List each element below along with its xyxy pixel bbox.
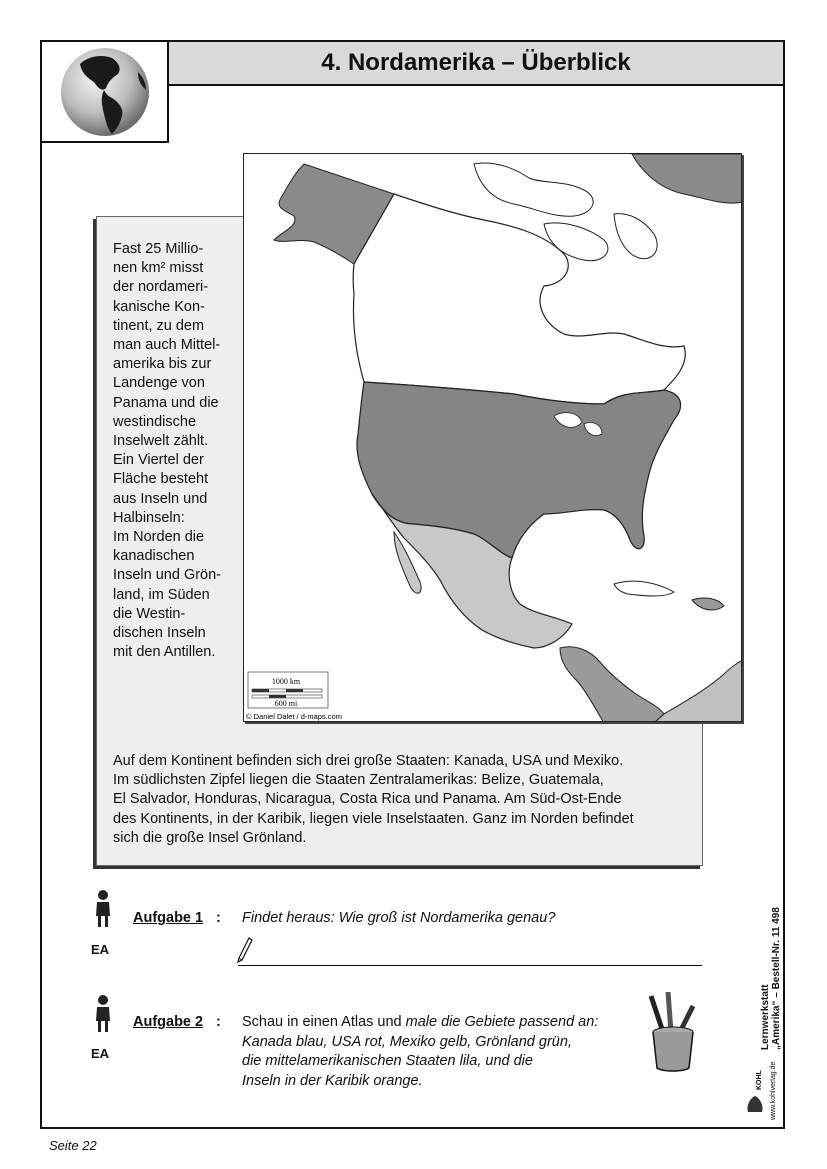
side-text-line: tinent, zu dem	[113, 317, 205, 334]
side-text-line: Inseln und Grön-	[113, 567, 222, 584]
side-text-line: Ein Viertel der	[113, 452, 204, 469]
side-text-line: kanadischen	[113, 548, 195, 565]
paragraph-line: sich die große Insel Grönland.	[113, 829, 307, 846]
person-icon	[92, 994, 114, 1034]
person-icon	[92, 889, 114, 929]
task-2-line	[242, 1072, 642, 1092]
scale-km: 1000 km	[271, 677, 301, 686]
answer-line[interactable]	[238, 965, 702, 966]
task-1-label: Aufgabe 1	[133, 910, 204, 926]
side-text-line: Inselwelt zählt.	[113, 433, 209, 450]
side-text-line: nen km² misst	[113, 260, 204, 277]
publisher-sidebar	[744, 872, 784, 1122]
side-text-line: die Westin-	[113, 605, 186, 622]
scale-mi: 600 mi	[274, 699, 298, 708]
paragraph-line: Im südlichsten Zipfel liegen die Staaten Zentralamerikas: Belize, Guatemala,	[113, 772, 604, 789]
side-text-line: mit den Antillen.	[113, 644, 216, 661]
task-2-italic: Kanada blau, USA rot, Mexiko gelb, Grönland grün,	[242, 1033, 572, 1050]
task-2-line	[242, 1013, 642, 1033]
task-1-colon: :	[216, 910, 221, 926]
paragraph-line: Auf dem Kontinent befinden sich drei große Staaten: Kanada, USA und Mexiko.	[113, 753, 624, 769]
publisher-logo: KOHL	[756, 1070, 763, 1090]
task-2-text	[242, 1013, 642, 1091]
title-bar	[169, 40, 785, 86]
pencil-icon	[236, 936, 254, 964]
side-text-line: dischen Inseln	[113, 625, 206, 642]
side-text-line: Halbinseln:	[113, 509, 185, 526]
task-2-italic: die mittelamerikanischen Staaten lila, und die	[242, 1053, 533, 1069]
task-2-line	[242, 1052, 642, 1072]
side-text-line: Fast 25 Millio-	[113, 241, 204, 257]
kohl-logo-icon	[744, 1088, 766, 1116]
page-number: Seite 22	[49, 1138, 97, 1153]
side-text-line: der nordameri-	[113, 279, 209, 296]
paragraph-line: El Salvador, Honduras, Nicaragua, Costa Rica und Panama. Am Süd-Ost-Ende	[113, 791, 622, 808]
page-title: 4. Nordamerika – Überblick	[321, 49, 631, 76]
publisher-line: Lernwerkstatt	[760, 984, 771, 1050]
side-text-line: westindische	[113, 413, 197, 430]
task-2-italic: male die Gebiete passend an:	[405, 1014, 599, 1030]
side-text-line: kanische Kon-	[113, 298, 205, 315]
task-2-colon: :	[216, 1014, 221, 1030]
task-2-normal: Schau in einen Atlas und	[242, 1014, 406, 1030]
side-text-line: aus Inseln und	[113, 490, 208, 507]
side-text-line: Panama und die	[113, 394, 219, 411]
ea-badge-1: EA	[91, 942, 110, 957]
product-line: „Amerika“ – Bestell-Nr. 11 498	[771, 907, 782, 1050]
pencil-cup-icon	[643, 992, 703, 1074]
publisher-url: www.kohlverlag.de	[770, 1061, 777, 1120]
task-1-text: Findet heraus: Wie groß ist Nordamerika genau?	[242, 910, 556, 926]
map-svg	[244, 154, 742, 722]
side-text-line: Im Norden die	[113, 529, 205, 546]
side-text-line: Landenge von	[113, 375, 205, 392]
globe-icon	[42, 42, 167, 141]
task-2-label: Aufgabe 2	[133, 1014, 204, 1030]
side-text-line: amerika bis zur	[113, 356, 212, 373]
side-text-line: man auch Mittel-	[113, 337, 221, 354]
paragraph-line: des Kontinents, in der Karibik, liegen viele Inselstaaten. Ganz im Norden befindet	[113, 810, 634, 827]
task-2-line	[242, 1033, 642, 1053]
side-text-line: land, im Süden	[113, 586, 210, 603]
ea-badge-2: EA	[91, 1046, 110, 1061]
map-credit: © Daniel Dalet / d-maps.com	[246, 712, 342, 721]
north-america-map	[243, 153, 742, 722]
side-text	[113, 240, 238, 662]
task-2-italic: Inseln in der Karibik orange.	[242, 1072, 423, 1089]
side-text-line: Fläche besteht	[113, 471, 209, 488]
main-paragraph	[113, 752, 698, 848]
globe-box	[40, 40, 169, 143]
